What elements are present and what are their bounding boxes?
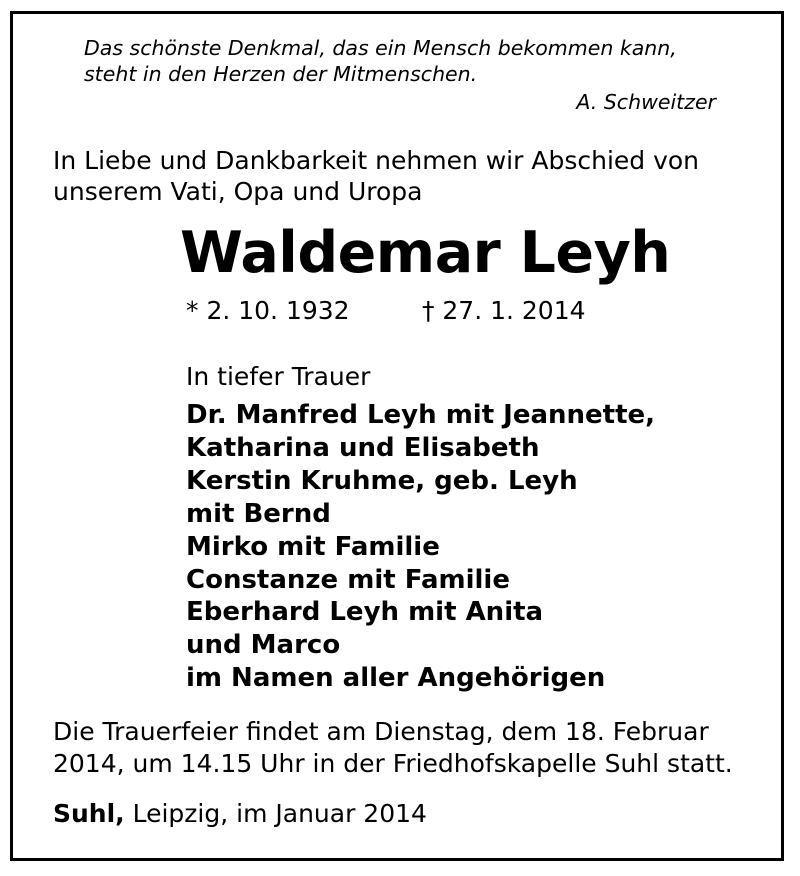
birth-date: * 2. 10. 1932 (186, 296, 350, 325)
mourning-heading: In tiefer Trauer (186, 362, 371, 391)
family-line: Kerstin Kruhme, geb. Leyh (186, 465, 578, 496)
family-line: Mirko mit Familie (186, 531, 440, 562)
family-line: mit Bernd (186, 498, 331, 529)
family-line: Eberhard Leyh mit Anita (186, 597, 544, 628)
life-dates (186, 295, 586, 327)
death-date: † 27. 1. 2014 (421, 296, 586, 325)
quote-block (84, 35, 724, 114)
intro-line: In Liebe und Dankbarkeit nehmen wir Abschied von (53, 146, 700, 175)
service-line: Die Trauerfeier findet am Dienstag, dem 18. Februar (53, 717, 709, 746)
family-line: Katharina und Elisabeth (186, 432, 540, 463)
family-list (186, 399, 655, 695)
quote-author: A. Schweitzer (576, 90, 716, 114)
intro-text (53, 145, 753, 207)
family-line: und Marco (186, 630, 341, 661)
family-line: Constanze mit Familie (186, 564, 510, 595)
place-city: Suhl, (53, 799, 125, 828)
service-line: 2014, um 14.15 Uhr in der Friedhofskapelle Suhl statt. (53, 749, 733, 778)
quote-line: steht in den Herzen der Mitmenschen. (84, 62, 478, 86)
place-and-date (53, 798, 427, 830)
quote-line: Das schönste Denkmal, das ein Mensch bekommen kann, (84, 36, 677, 60)
intro-line: unserem Vati, Opa und Uropa (53, 177, 423, 206)
family-line: im Namen aller Angehörigen (186, 663, 606, 694)
place-rest: Leipzig, im Januar 2014 (124, 799, 427, 828)
family-line: Dr. Manfred Leyh mit Jeannette, (186, 400, 656, 430)
funeral-service-notice (53, 716, 753, 780)
deceased-name: Waldemar Leyh (180, 220, 671, 286)
